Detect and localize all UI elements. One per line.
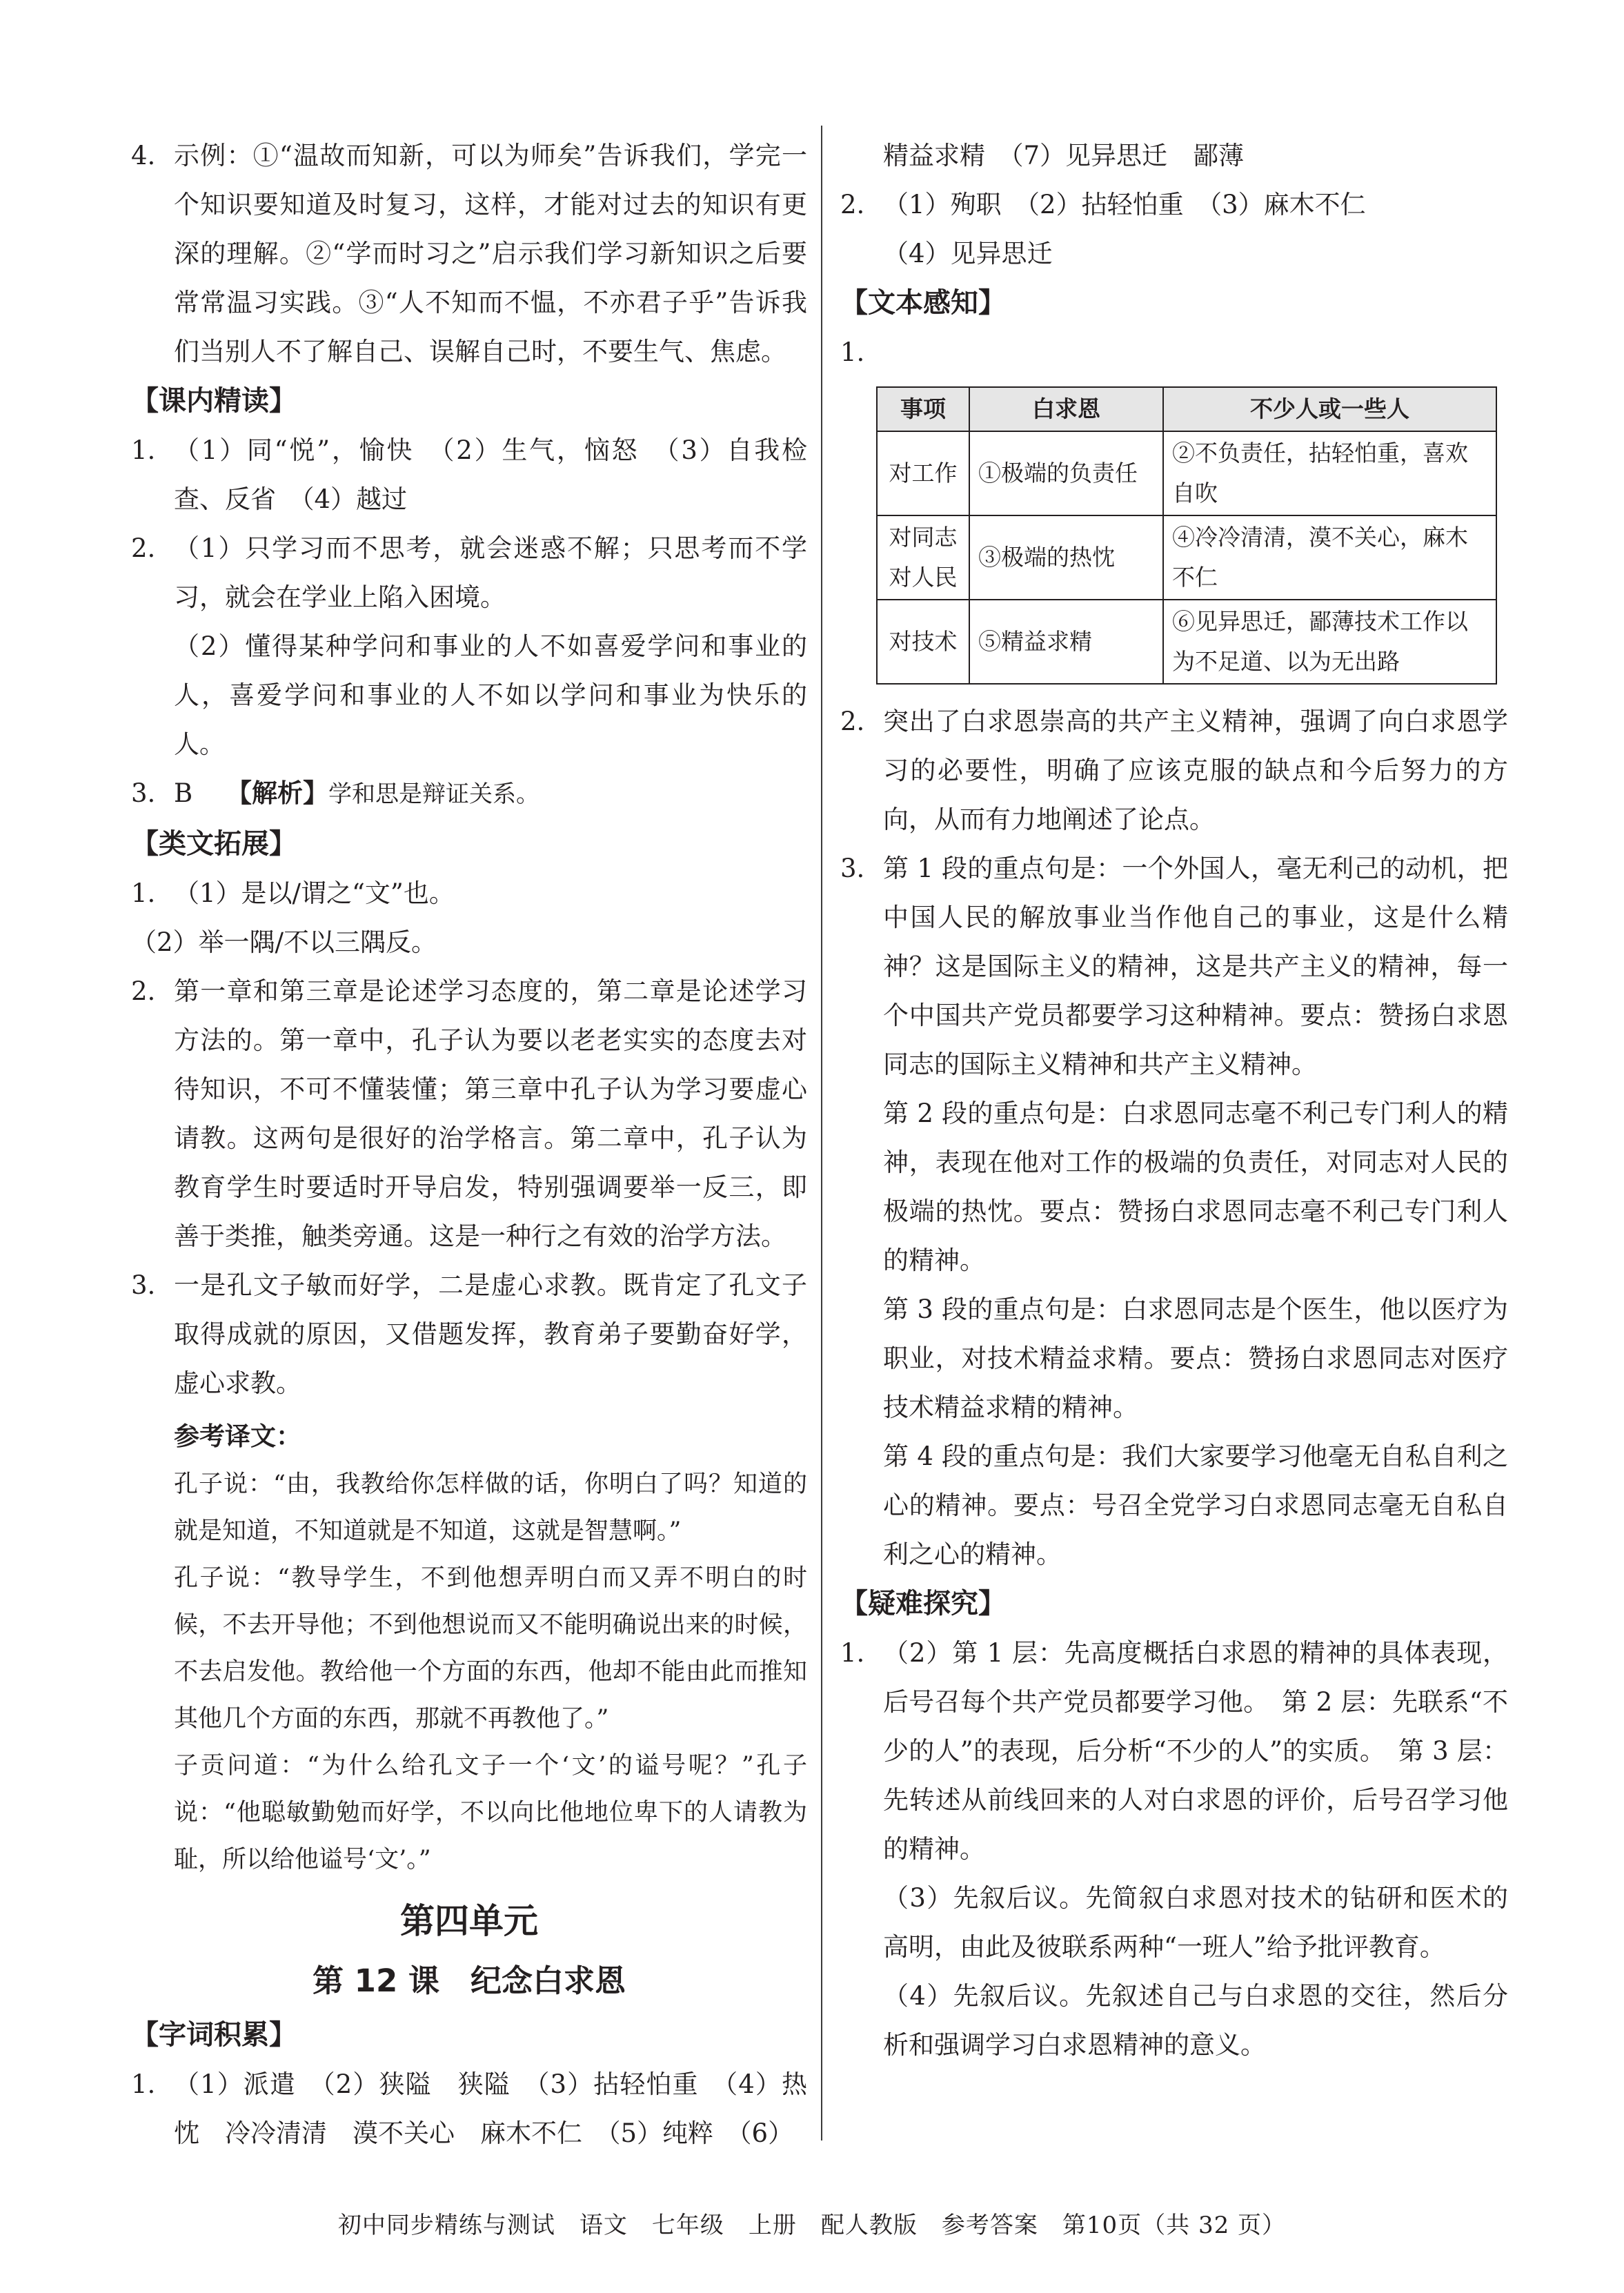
page-footer: 初中同步精练与测试 语文 七年级 上册 配人教版 参考答案 第10页（共 32 页） xyxy=(337,2212,1287,2239)
table-cell: ②不负责任，拈轻怕重，喜欢自吹 xyxy=(1163,431,1496,515)
table-cell: ⑥见异思迁，鄙薄技术工作以为不足道、以为无出路 xyxy=(1163,600,1496,684)
table-cell: ①极端的负责任 xyxy=(969,431,1163,515)
wenben-item-2: 2. 突出了白求恩崇高的共产主义精神，强调了向白求恩学习的必要性，明确了应该克服的缺点和今后努力的方向，从而有力地阐述了论点。 xyxy=(840,707,1508,834)
wenben-item-3-paragraph: 第 4 段的重点句是：我们大家要学习他毫无自私自利之心的精神。要点：号召全党学习白求恩同志毫无自私自利之心的精神。 xyxy=(883,1441,1508,1569)
table-cell: 对技术 xyxy=(877,600,969,684)
table-row xyxy=(877,515,1496,600)
table-cell: ⑤精益求精 xyxy=(969,600,1163,684)
answer-item-4: 4. 示例：①“温故而知新，可以为师矣”告诉我们，学完一个知识要知道及时复习，这样，才能对过去的知识有更深的理解。②“学而时习之”启示我们学习新知识之后要常常温习实践。③“人不知而不愠，不亦君子乎”告诉我们当别人不了解自己、误解自己时，不要生气、焦虑。 xyxy=(131,141,807,366)
table-header-cell: 白求恩 xyxy=(969,387,1163,431)
table-row xyxy=(877,431,1496,515)
leiwen-item-3: 3. 一是孔文子敏而好学，二是虚心求教。既肯定了孔文子取得成就的原因，又借题发挥，教育弟子要勤奋好学，虚心求教。 xyxy=(131,1270,807,1398)
yinan-item-1: 1. （2）第 1 层：先高度概括白求恩的精神的具体表现，后号召每个共产党员都要学习他。 第 2 层：先联系“不少的人”的表现，后分析“不少的人”的实质。 第 3 层：先转述从前线回来的人对白求恩的评价，后号召学习他的精神。 xyxy=(840,1638,1508,1864)
translation-heading: 参考译文： xyxy=(174,1421,301,1451)
wenben-item-3: 3. 第 1 段的重点句是：一个外国人，毫无利己的动机，把中国人民的解放事业当作他自己的事业，这是什么精神？这是国际主义的精神，这是共产主义的精神，每一个中国共产党员都要学习这种精神。要点：赞扬白求恩同志的国际主义精神和共产主义精神。 xyxy=(840,854,1508,1079)
wenben-item-1-number: 1. xyxy=(840,337,865,367)
zici-item-2: 2. （1）殉职 （2）拈轻怕重 （3）麻木不仁 xyxy=(840,190,1366,219)
translation-paragraph: 孔子说：“教导学生，不到他想弄明白而又弄不明白的时候，不去开导他；不到他想说而又不能明确说出来的时候，不去启发他。教给他一个方面的东西，他却不能由此而推知其他几个方面的东西，那就不再教他了。” xyxy=(174,1564,807,1733)
table-cell: ④冷冷清清，漠不关心，麻木不仁 xyxy=(1163,515,1496,600)
table-header-cell: 事项 xyxy=(877,387,969,431)
table-cell: 对同志对人民 xyxy=(877,515,969,600)
table-header-row xyxy=(877,387,1496,431)
yinan-item-1c: （4）先叙后议。先叙述自己与白求恩的交往，然后分析和强调学习白求恩精神的意义。 xyxy=(883,1981,1508,2060)
leiwen-item-2: 2. 第一章和第三章是论述学习态度的，第二章是论述学习方法的。第一章中，孔子认为要以老老实实的态度去对待知识，不可不懂装懂；第三章中孔子认为学习要虚心请教。这两句是很好的治学格言。第二章中，孔子认为教育学生时要适时开导启发，特别强调要举一反三，即善于类推，触类旁通。这是一种行之有效的治学方法。 xyxy=(131,976,807,1251)
section-heading-wenben: 【文本感知】 xyxy=(840,287,1006,319)
translation-paragraph: 子贡问道：“为什么给孔文子一个‘文’的谥号呢？”孔子说：“他聪敏勤勉而好学，不以向比他地位卑下的人请教为耻，所以给他谥号‘文’。” xyxy=(174,1752,807,1873)
leiwen-item-1b: （2）举一隅/不以三隅反。 xyxy=(131,927,437,957)
kenei-item-3: 3. B 【解析】学和思是辩证关系。 xyxy=(131,778,539,808)
zici-item-1-continued: 精益求精 （7）见异思迁 鄙薄 xyxy=(883,141,1245,170)
leiwen-item-1: 1. （1）是以/谓之“文”也。 xyxy=(131,878,455,908)
column-divider xyxy=(821,126,822,2141)
zici-item-2b: （4）见异思迁 xyxy=(883,239,1053,268)
section-heading-leiwen: 【类文拓展】 xyxy=(131,828,297,860)
zici-item-1: 1. （1）派遣 （2）狭隘 狭隘 （3）拈轻怕重 （4）热忱 冷冷清清 漠不关心 麻木不仁 （5）纯粹 （6） xyxy=(131,2069,807,2148)
kenei-item-1: 1. （1）同“悦”，愉快 （2）生气，恼怒 （3）自我检查、反省 （4）越过 xyxy=(131,435,807,514)
wenben-item-3-paragraph: 第 2 段的重点句是：白求恩同志毫不利己专门利人的精神，表现在他对工作的极端的负责任，对同志对人民的极端的热忱。要点：赞扬白求恩同志毫不利己专门利人的精神。 xyxy=(883,1099,1508,1275)
table-cell: ③极端的热忱 xyxy=(969,515,1163,600)
right-column xyxy=(840,131,1508,2069)
section-heading-yinan: 【疑难探究】 xyxy=(840,1588,1006,1620)
table-header-cell: 不少人或一些人 xyxy=(1163,387,1496,431)
table-cell: 对工作 xyxy=(877,431,969,515)
wenben-item-3-paragraph: 第 3 段的重点句是：白求恩同志是个医生，他以医疗为职业，对技术精益求精。要点：赞扬白求恩同志对医疗技术精益求精的精神。 xyxy=(883,1295,1508,1422)
section-heading-kenei: 【课内精读】 xyxy=(131,385,297,417)
section-heading-zici: 【字词积累】 xyxy=(131,2019,297,2051)
unit-title: 第四单元 xyxy=(400,1901,538,1941)
yinan-item-1b: （3）先叙后议。先简叙白求恩对技术的钻研和医术的高明，由此及彼联系两种“一班人”给予批评教育。 xyxy=(883,1883,1508,1962)
table-row xyxy=(877,600,1496,684)
kenei-item-2b: （2）懂得某种学问和事业的人不如喜爱学问和事业的人，喜爱学问和事业的人不如以学问和事业为快乐的人。 xyxy=(174,631,807,759)
comparison-table xyxy=(876,386,1497,685)
kenei-item-2: 2. （1）只学习而不思考，就会迷惑不解；只思考而不学习，就会在学业上陷入困境。 xyxy=(131,533,807,612)
translation-paragraph: 孔子说：“由，我教给你怎样做的话，你明白了吗？知道的就是知道，不知道就是不知道，这就是智慧啊。” xyxy=(174,1470,807,1545)
lesson-title: 第 12 课 纪念白求恩 xyxy=(313,1962,626,1999)
left-column xyxy=(131,131,807,2158)
